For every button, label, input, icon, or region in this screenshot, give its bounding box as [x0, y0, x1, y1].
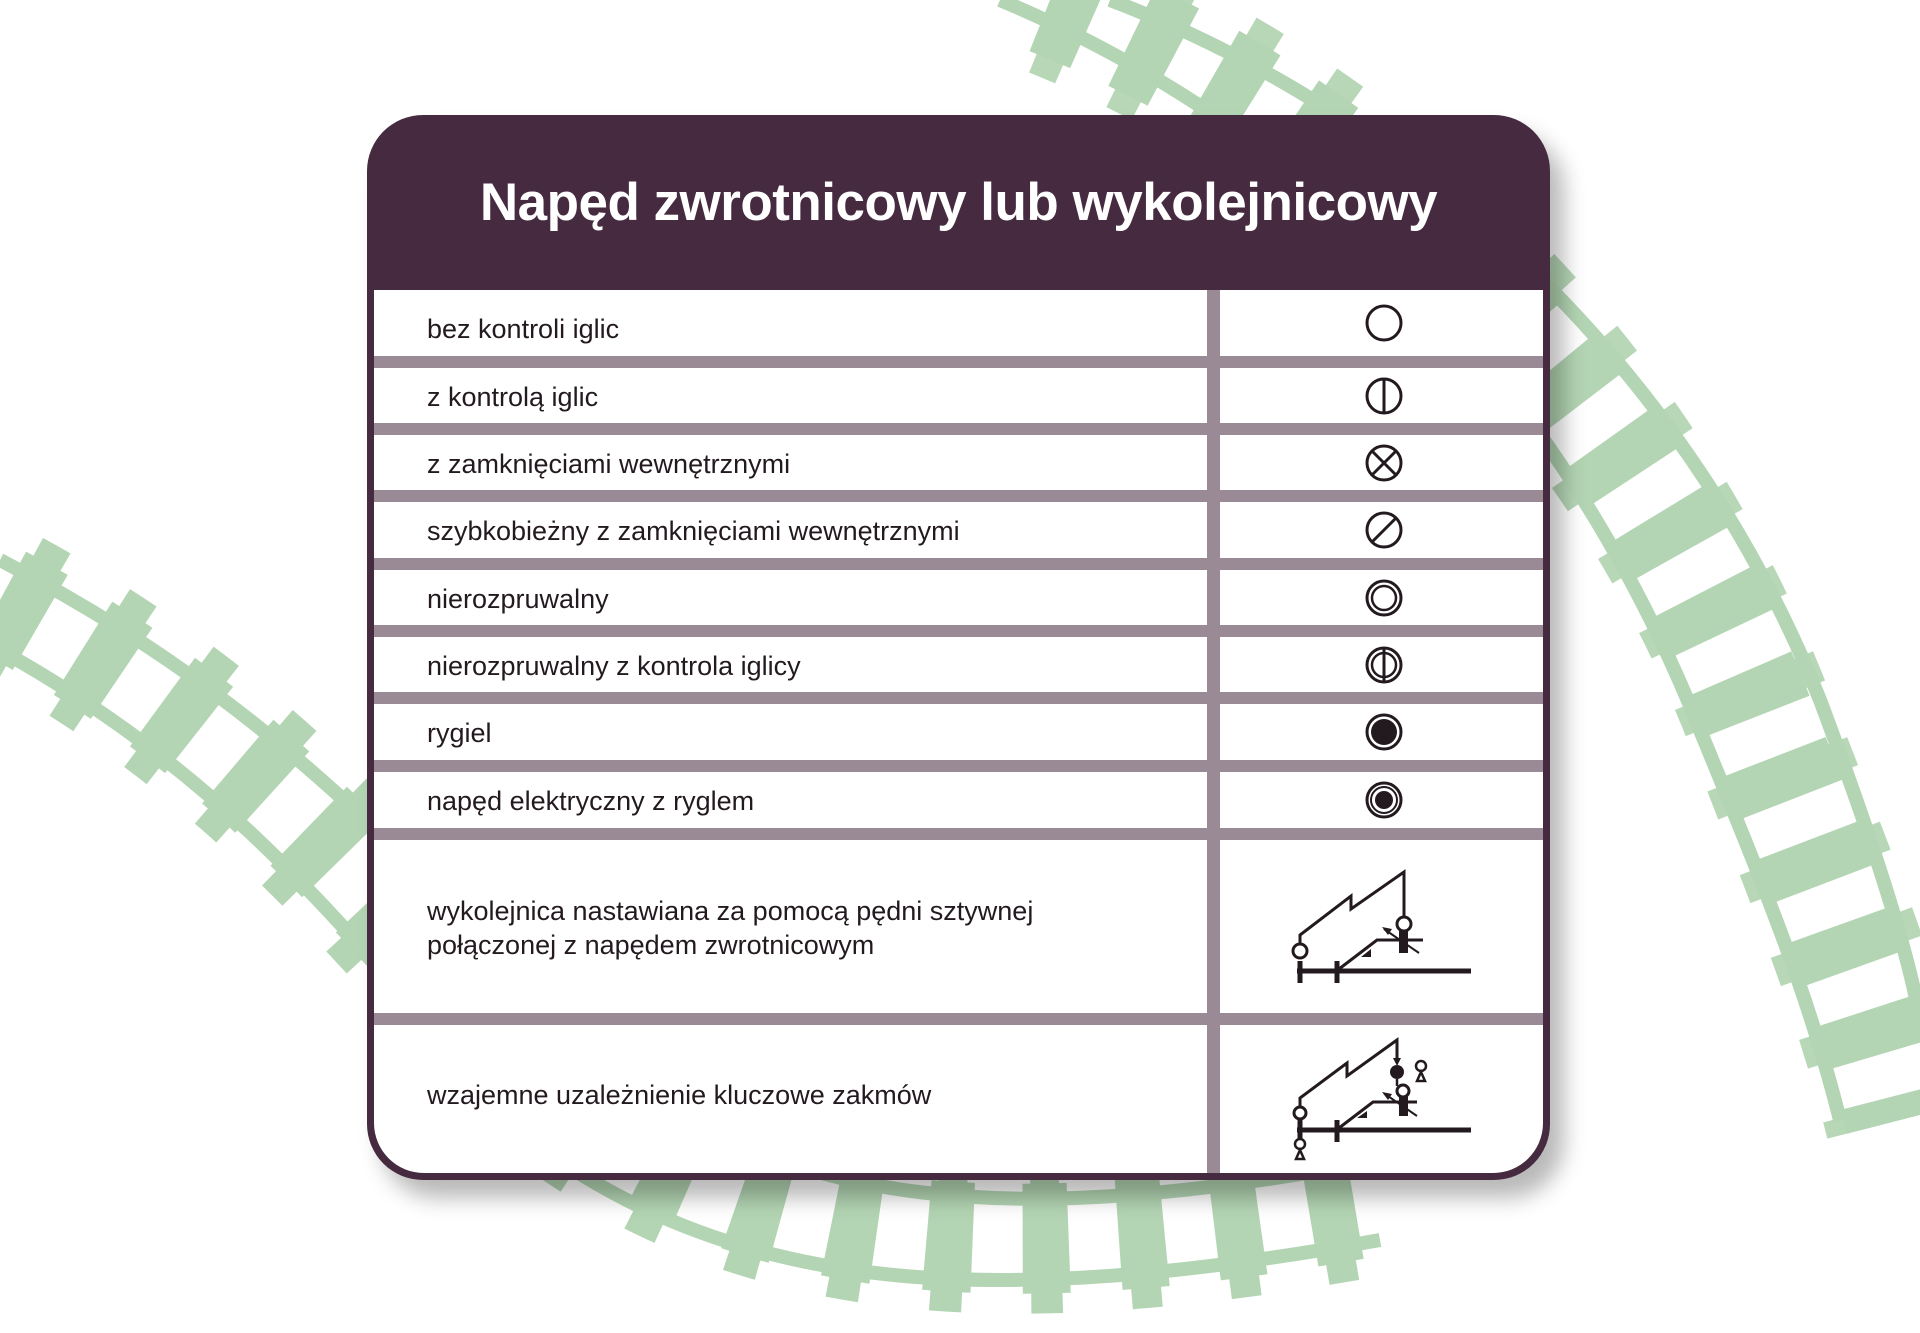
row-label: z kontrolą iglic: [427, 382, 599, 412]
row-label: szybkobieżny z zamknięciami wewnętrznymi: [427, 516, 960, 546]
circle-filled-dot-icon: [1274, 704, 1494, 760]
row-separator: [374, 1013, 1543, 1025]
row-label: [427, 894, 1033, 962]
row-label: napęd elektryczny z ryglem: [427, 786, 755, 816]
triple-circle-dot-icon: [1274, 772, 1494, 828]
row-label: z zamknięciami wewnętrznymi: [427, 449, 791, 479]
page-title: Napęd zwrotnicowy lub wykolejnicowy: [479, 173, 1438, 232]
row-separator: [374, 558, 1543, 570]
row-separator: [374, 692, 1543, 704]
table-row: [374, 502, 1543, 558]
table-row: [374, 772, 1543, 828]
row-label: rygiel: [427, 718, 492, 748]
key-interlocking-diagram-icon: [1274, 1025, 1494, 1173]
table-row: [374, 704, 1543, 760]
circle-x-icon: [1274, 435, 1494, 490]
row-label: bez kontroli iglic: [427, 314, 620, 344]
row-label: nierozpruwalny: [427, 584, 609, 614]
row-label: wzajemne uzależnienie kluczowe zakmów: [427, 1080, 932, 1110]
table-row: [374, 368, 1543, 423]
row-label: nierozpruwalny z kontrola iglicy: [427, 651, 801, 681]
row-label-line: połączonej z napędem zwrotnicowym: [427, 930, 875, 960]
double-circle-vertical-line-icon: [1274, 637, 1494, 692]
symbol-table: [374, 290, 1543, 1173]
table-row: [374, 637, 1543, 692]
row-label-line: wykolejnica nastawiana za pomocą pędni sztywnej: [427, 896, 1034, 926]
row-separator: [374, 423, 1543, 435]
circle-vertical-line-icon: [1274, 368, 1494, 423]
circle-slash-icon: [1274, 502, 1494, 558]
table-row: [374, 570, 1543, 625]
double-circle-icon: [1274, 570, 1494, 625]
derailer-rigid-linkage-diagram-icon: [1274, 840, 1494, 1013]
row-separator: [374, 490, 1543, 502]
table-row: [374, 290, 1543, 356]
row-separator: [374, 760, 1543, 772]
circle-empty-icon: [1274, 290, 1494, 356]
legend-card: [367, 115, 1550, 1180]
table-row: [374, 435, 1543, 490]
table-row: [374, 840, 1543, 1013]
row-separator: [374, 356, 1543, 368]
row-separator: [374, 828, 1543, 840]
table-row: [374, 1025, 1543, 1173]
row-separator: [374, 625, 1543, 637]
